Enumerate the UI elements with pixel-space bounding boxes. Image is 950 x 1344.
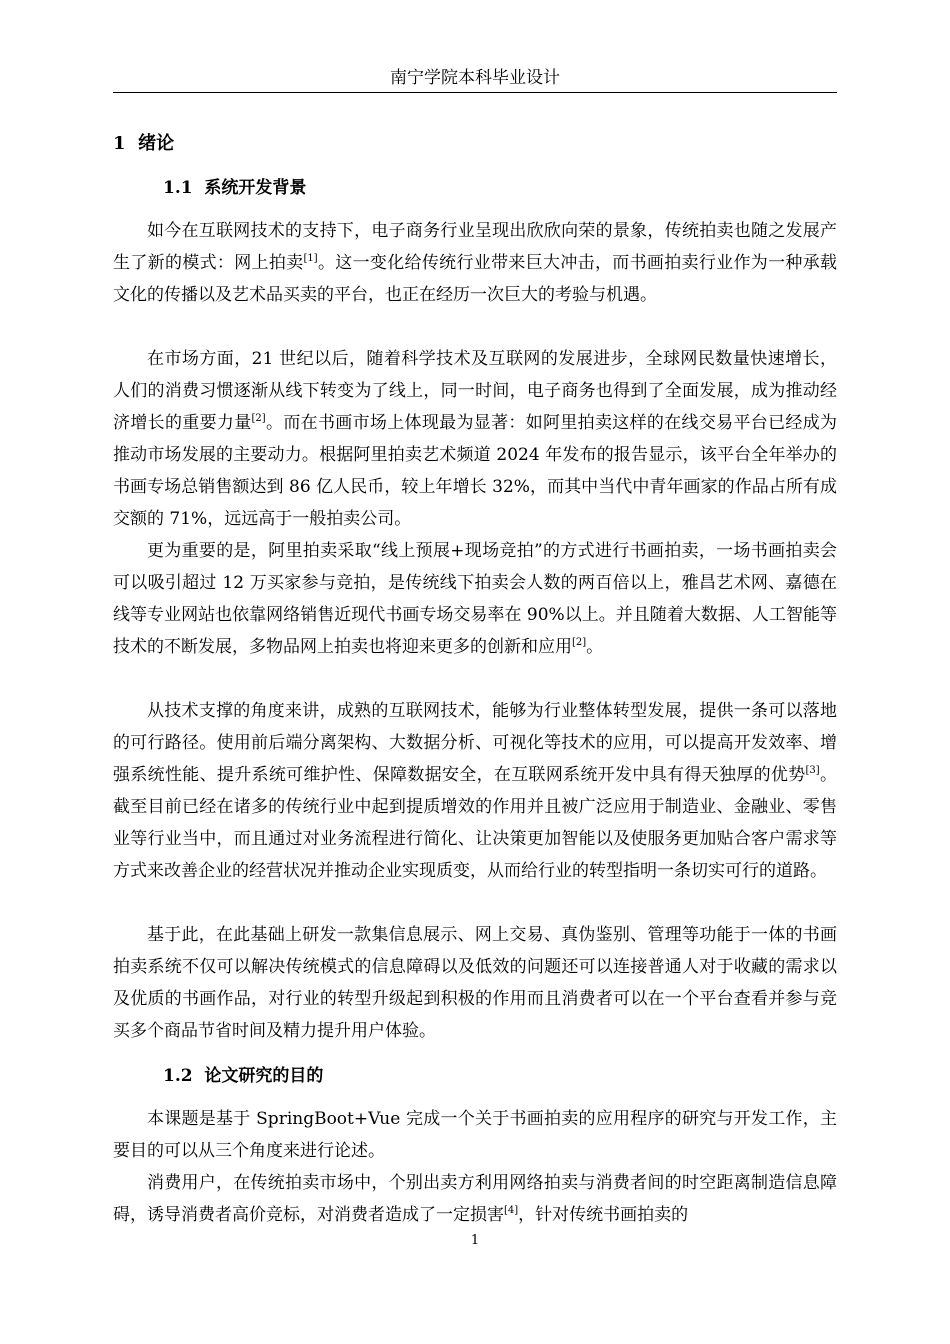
paragraph-text: 基于此，在此基础上研发一款集信息展示、网上交易、真伪鉴别、管理等功能于一体的书画拍卖系统不仅可以解决传统模式的信息障碍以及低效的问题还可以连接普通人对于收藏的需求以及优质的书画作品，对行业的转型升级起到积极的作用而且消费者可以在一个平台查看并参与竞买多个商品节省时间及精力提升用户体验。 bbox=[113, 925, 837, 1041]
paragraph-text-tail: 。截至目前已经在诸多的传统行业中起到提质增效的作用并且被广泛应用于制造业、金融业、零售业等行业当中，而且通过对业务流程进行简化、让决策更加智能以及使服务更加贴合客户需求等方式来改善企业的经营状况并推动企业实现质变，从而给行业的转型指明一条切实可行的道路。 bbox=[113, 765, 838, 881]
paragraph-text: 更为重要的是，阿里拍卖采取“线上预展+现场竞拍”的方式进行书画拍卖，一场书画拍卖会可以吸引超过 12 万买家参与竞拍，是传统线下拍卖会人数的两百倍以上，雅昌艺术网、嘉德在线等专业网站也依靠网络销售近现代书画专场交易率在 90%以上。并且随着大数据、人工智能等技术的不断发展，多物品网上拍卖也将迎来更多的创新和应用 bbox=[113, 541, 837, 657]
paragraph bbox=[113, 695, 837, 887]
chapter-heading bbox=[113, 131, 174, 157]
section-title: 系统开发背景 bbox=[204, 178, 307, 198]
chapter-title: 绪论 bbox=[138, 133, 175, 154]
paragraph bbox=[113, 919, 837, 1047]
paragraph-text-tail: ，针对传统书画拍卖的 bbox=[518, 1205, 689, 1225]
paragraph-text: 消费用户，在传统拍卖市场中，个别出卖方利用网络拍卖与消费者间的时空距离制造信息障碍，诱导消费者高价竞标，对消费者造成了一定损害 bbox=[113, 1173, 837, 1225]
paragraph-text: 本课题是基于 SpringBoot+Vue 完成一个关于书画拍卖的应用程序的研究与开发工作，主要目的可以从三个角度来进行论述。 bbox=[113, 1109, 837, 1161]
chapter-number: 1 bbox=[113, 133, 126, 154]
page-header: 南宁学院本科毕业设计 bbox=[390, 68, 560, 88]
paragraph-text-tail: 。这一变化给传统行业带来巨大冲击，而书画拍卖行业作为一种承载文化的传播以及艺术品买卖的平台，也正在经历一次巨大的考验与机遇。 bbox=[113, 253, 838, 305]
paragraph bbox=[113, 1103, 837, 1167]
citation-ref: [2] bbox=[251, 413, 266, 424]
paragraph bbox=[113, 215, 837, 311]
section-heading bbox=[163, 1063, 323, 1089]
paragraph bbox=[113, 1167, 837, 1231]
citation-ref: [4] bbox=[504, 1205, 519, 1216]
section-number: 1.2 bbox=[163, 1066, 193, 1086]
section-heading bbox=[163, 175, 306, 201]
citation-ref: [2] bbox=[572, 637, 587, 648]
paragraph bbox=[113, 535, 837, 663]
header-rule bbox=[113, 92, 837, 93]
citation-ref: [1] bbox=[303, 253, 318, 264]
paragraph bbox=[113, 343, 837, 535]
section-title: 论文研究的目的 bbox=[204, 1066, 324, 1086]
paragraph-text-tail: 。而在书画市场上体现最为显著：如阿里拍卖这样的在线交易平台已经成为推动市场发展的主要动力。根据阿里拍卖艺术频道 2024 年发布的报告显示，该平台全年举办的书画专场总销售额达到 86 亿人民币，较上年增长 32%，而其中当代中青年画家的作品占所有成交额的 71%，远远高于一般拍卖公司。 bbox=[113, 413, 838, 529]
citation-ref: [3] bbox=[805, 765, 820, 776]
paragraph-text: 从技术支撑的角度来讲，成熟的互联网技术，能够为行业整体转型发展，提供一条可以落地的可行路径。使用前后端分离架构、大数据分析、可视化等技术的应用，可以提高开发效率、增强系统性能、提升系统可维护性、保障数据安全，在互联网系统开发中具有得天独厚的优势 bbox=[113, 701, 837, 785]
section-number: 1.1 bbox=[163, 178, 193, 198]
paragraph-text: 如今在互联网技术的支持下，电子商务行业呈现出欣欣向荣的景象，传统拍卖也随之发展产生了新的模式：网上拍卖 bbox=[113, 221, 837, 273]
paragraph-text: 在市场方面，21 世纪以后，随着科学技术及互联网的发展进步，全球网民数量快速增长，人们的消费习惯逐渐从线下转变为了线上，同一时间，电子商务也得到了全面发展，成为推动经济增长的重要力量 bbox=[113, 349, 837, 433]
page-number: 1 bbox=[470, 1233, 480, 1248]
paragraph-text-tail: 。 bbox=[586, 637, 604, 657]
